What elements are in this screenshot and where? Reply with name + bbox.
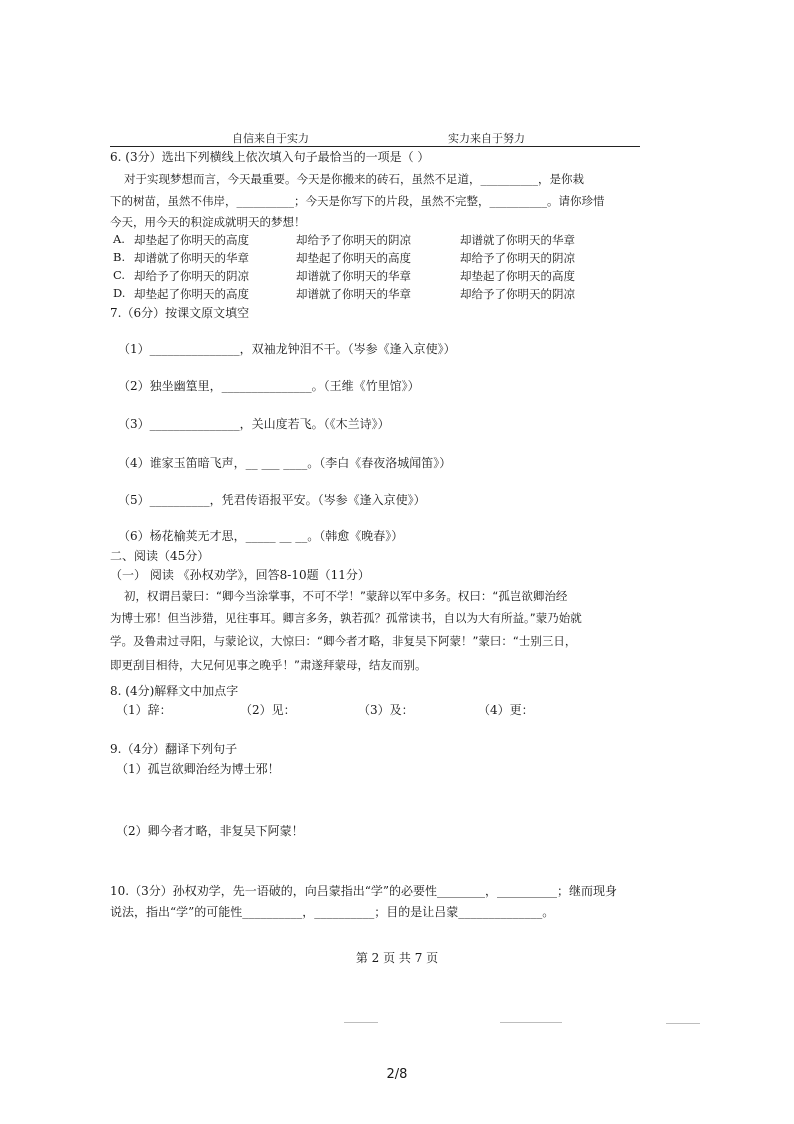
passage-line: 初，权谓吕蒙曰：“卿今当涂掌事，不可不学！”蒙辞以军中多务。权曰：“孤岂欲卿治经 (124, 589, 568, 603)
section-title: 二、阅读（45分） (110, 549, 210, 563)
q8-item: （3）及： (358, 703, 414, 717)
option-text: 却谱就了你明天的华章 (296, 269, 411, 283)
option-text: 却给予了你明天的阴凉 (460, 287, 575, 301)
option-text: 却垫起了你明天的高度 (296, 251, 411, 265)
q7-fill-item: （6）杨花榆荚无才思，_____ __ __。（韩愈《晚春》） (118, 529, 404, 543)
page-counter: 2/8 (386, 1067, 408, 1082)
q8-item: （4）更： (478, 703, 534, 717)
q6-passage-line: 下的树苗，虽然不伟岸，__________；今天是你写下的片段，虽然不完整，__________。请你珍惜 (110, 194, 605, 208)
option-text: 却给予了你明天的阴凉 (460, 251, 575, 265)
scan-artifact (344, 1022, 378, 1023)
passage-line: 即更刮目相待，大兄何见事之晚乎！”肃遂拜蒙母，结友而别。 (110, 658, 427, 672)
q9-item: （1）孤岂欲卿治经为博士邪！ (116, 762, 280, 776)
option-text: 却给予了你明天的阴凉 (296, 233, 411, 247)
q6-passage-line: 今天，用今天的积淀成就明天的梦想！ (110, 215, 306, 229)
option-text: 却垫起了你明天的高度 (134, 287, 249, 301)
motto-right: 实力来自于努力 (448, 132, 525, 145)
q8-item: （1）辞： (116, 703, 172, 717)
q10-line: 说法，指出“学”的可能性__________，__________；目的是让吕蒙______________。 (110, 905, 555, 919)
option-text: 却给予了你明天的阴凉 (134, 269, 249, 283)
motto-left: 自信来自于实力 (232, 132, 309, 145)
passage-line: 学。及鲁肃过寻阳，与蒙论议，大惊曰：“卿今者才略，非复吴下阿蒙！”蒙曰：“士别三日， (110, 634, 577, 648)
option-text: 却谱就了你明天的华章 (134, 251, 249, 265)
passage-line: 为博士邪！但当涉猎，见往事耳。卿言多务，孰若孤？孤常读书，自以为大有所益。”蒙乃始就 (110, 611, 582, 625)
option-text: 却谱就了你明天的华章 (460, 233, 575, 247)
option-text: 却垫起了你明天的高度 (134, 233, 249, 247)
q9-stem: 9.（4分）翻译下列句子 (110, 742, 238, 756)
page-footer: 第 2 页 共 7 页 (355, 951, 439, 965)
q7-fill-item: （3）_______________，关山度若飞。（《木兰诗》） (118, 417, 390, 431)
q9-item: （2）卿今者才略，非复吴下阿蒙！ (116, 824, 304, 838)
scan-artifact (666, 1023, 700, 1024)
q6-stem: 6. (3分）选出下列横线上依次填入句子最恰当的一项是（ ） (110, 150, 430, 164)
option-label: A. (113, 232, 125, 246)
passage-heading: （一） 阅读 《孙权劝学》，回答8-10题（11分） (110, 568, 370, 582)
option-text: 却谱就了你明天的华章 (296, 287, 411, 301)
q7-stem: 7.（6分）按课文原文填空 (110, 306, 250, 320)
header-rule (110, 146, 640, 147)
q8-item: （2）见： (240, 703, 296, 717)
q7-fill-item: （1）_______________，双袖龙钟泪不干。（岑参《逢入京使》） (118, 342, 456, 356)
option-text: 却垫起了你明天的高度 (460, 269, 575, 283)
q7-fill-item: （4）谁家玉笛暗飞声，__ ___ ____。（李白《春夜洛城闻笛》） (118, 456, 452, 470)
option-label: C. (113, 268, 126, 282)
q8-stem: 8. (4分)解释文中加点字 (110, 684, 239, 698)
q7-fill-item: （5）__________，凭君传语报平安。（岑参《逢入京使》） (118, 493, 426, 507)
scan-artifact (518, 38, 698, 43)
q6-passage-line: 对于实现梦想而言，今天最重要。今天是你搬来的砖石，虽然不足道，__________，是你栽 (124, 172, 584, 186)
scan-artifact (500, 1022, 562, 1023)
option-label: D. (113, 286, 126, 300)
option-label: B. (113, 250, 126, 264)
q10-line: 10.（3分）孙权劝学，先一语破的，向吕蒙指出“学”的必要性________，__________；继而现身 (110, 884, 617, 898)
q7-fill-item: （2）独坐幽篁里，_______________。（王维《竹里馆》） (118, 379, 420, 393)
